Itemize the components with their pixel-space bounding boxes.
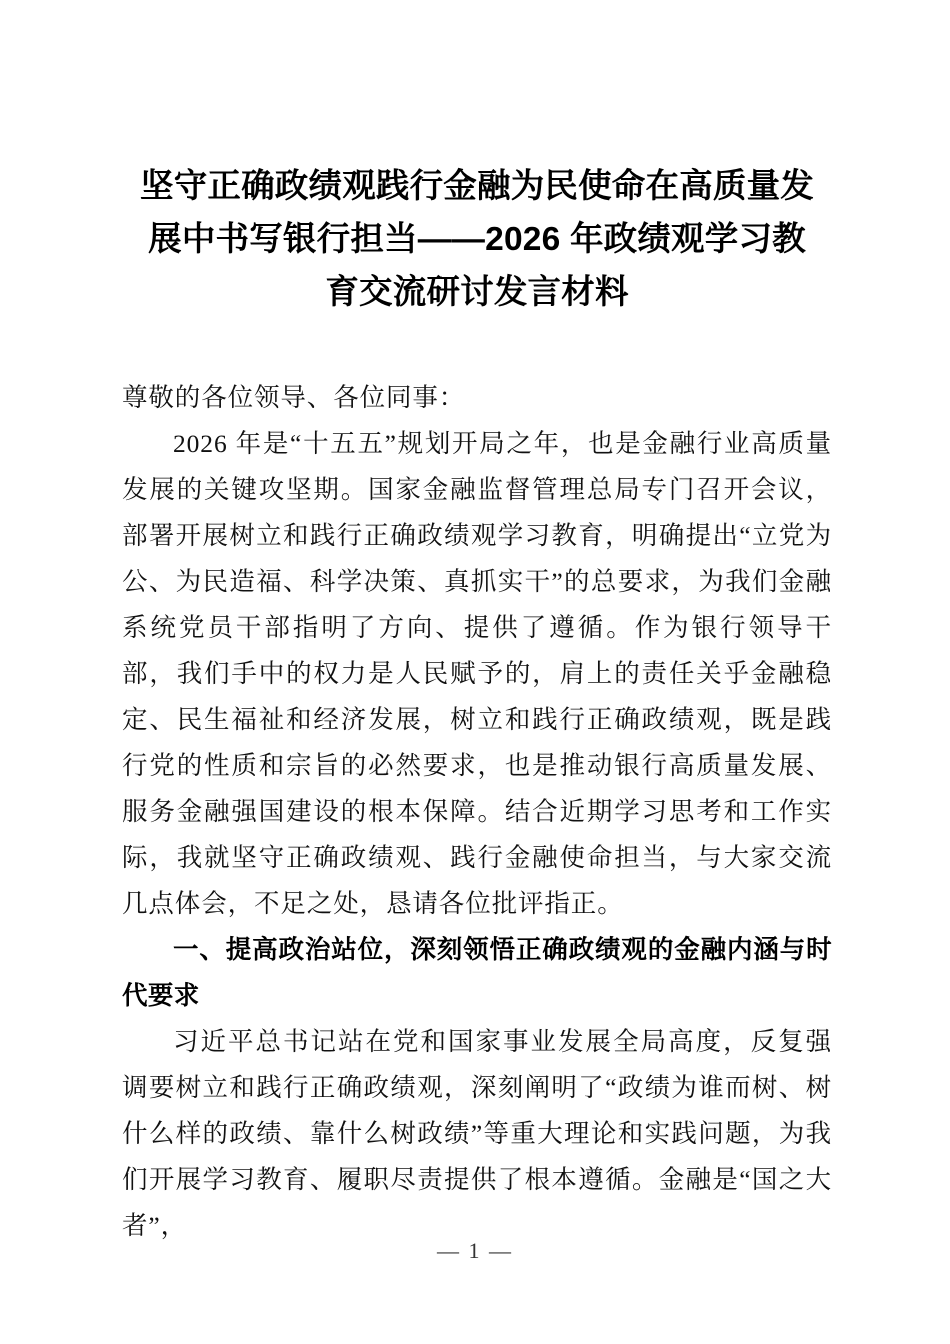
title-line-1: 坚守正确政绩观践行金融为民使命在高质量发 [140, 168, 814, 205]
title-line-3: 育交流研讨发言材料 [325, 274, 629, 311]
title-line-2: 展中书写银行担当——2026 年政绩观学习教 [148, 221, 806, 258]
salutation: 尊敬的各位领导、各位同事： [122, 383, 466, 412]
page-number-footer: — 1 — [437, 1238, 513, 1263]
section-heading-one: 一、提高政治站位，深刻领悟正确政绩观的金融内涵与时代要求 [122, 936, 832, 1010]
page-title [122, 160, 832, 319]
opening-paragraph: 2026 年是“十五五”规划开局之年，也是金融行业高质量发展的关键攻坚期。国家金融监督管理总局专门召开会议，部署开展树立和践行正确政绩观学习教育，明确提出“立党为公、为民造福、科学决策、真抓实干”的总要求，为我们金融系统党员干部指明了方向、提供了遵循。作为银行领导干部，我们手中的权力是人民赋予的，肩上的责任关乎金融稳定、民生福祉和经济发展，树立和践行正确政绩观，既是践行党的性质和宗旨的必然要求，也是推动银行高质量发展、服务金融强国建设的根本保障。结合近期学习思考和工作实际，我就坚守正确政绩观、践行金融使命担当，与大家交流几点体会，不足之处，恳请各位批评指正。 [122, 429, 832, 918]
section-one-paragraph: 习近平总书记站在党和国家事业发展全局高度，反复强调要树立和践行正确政绩观，深刻阐明了“政绩为谁而树、树什么样的政绩、靠什么树政绩”等重大理论和实践问题，为我们开展学习教育、履职尽责提供了根本遵循。金融是“国之大者”， [122, 1027, 832, 1240]
document-content [122, 160, 832, 1249]
